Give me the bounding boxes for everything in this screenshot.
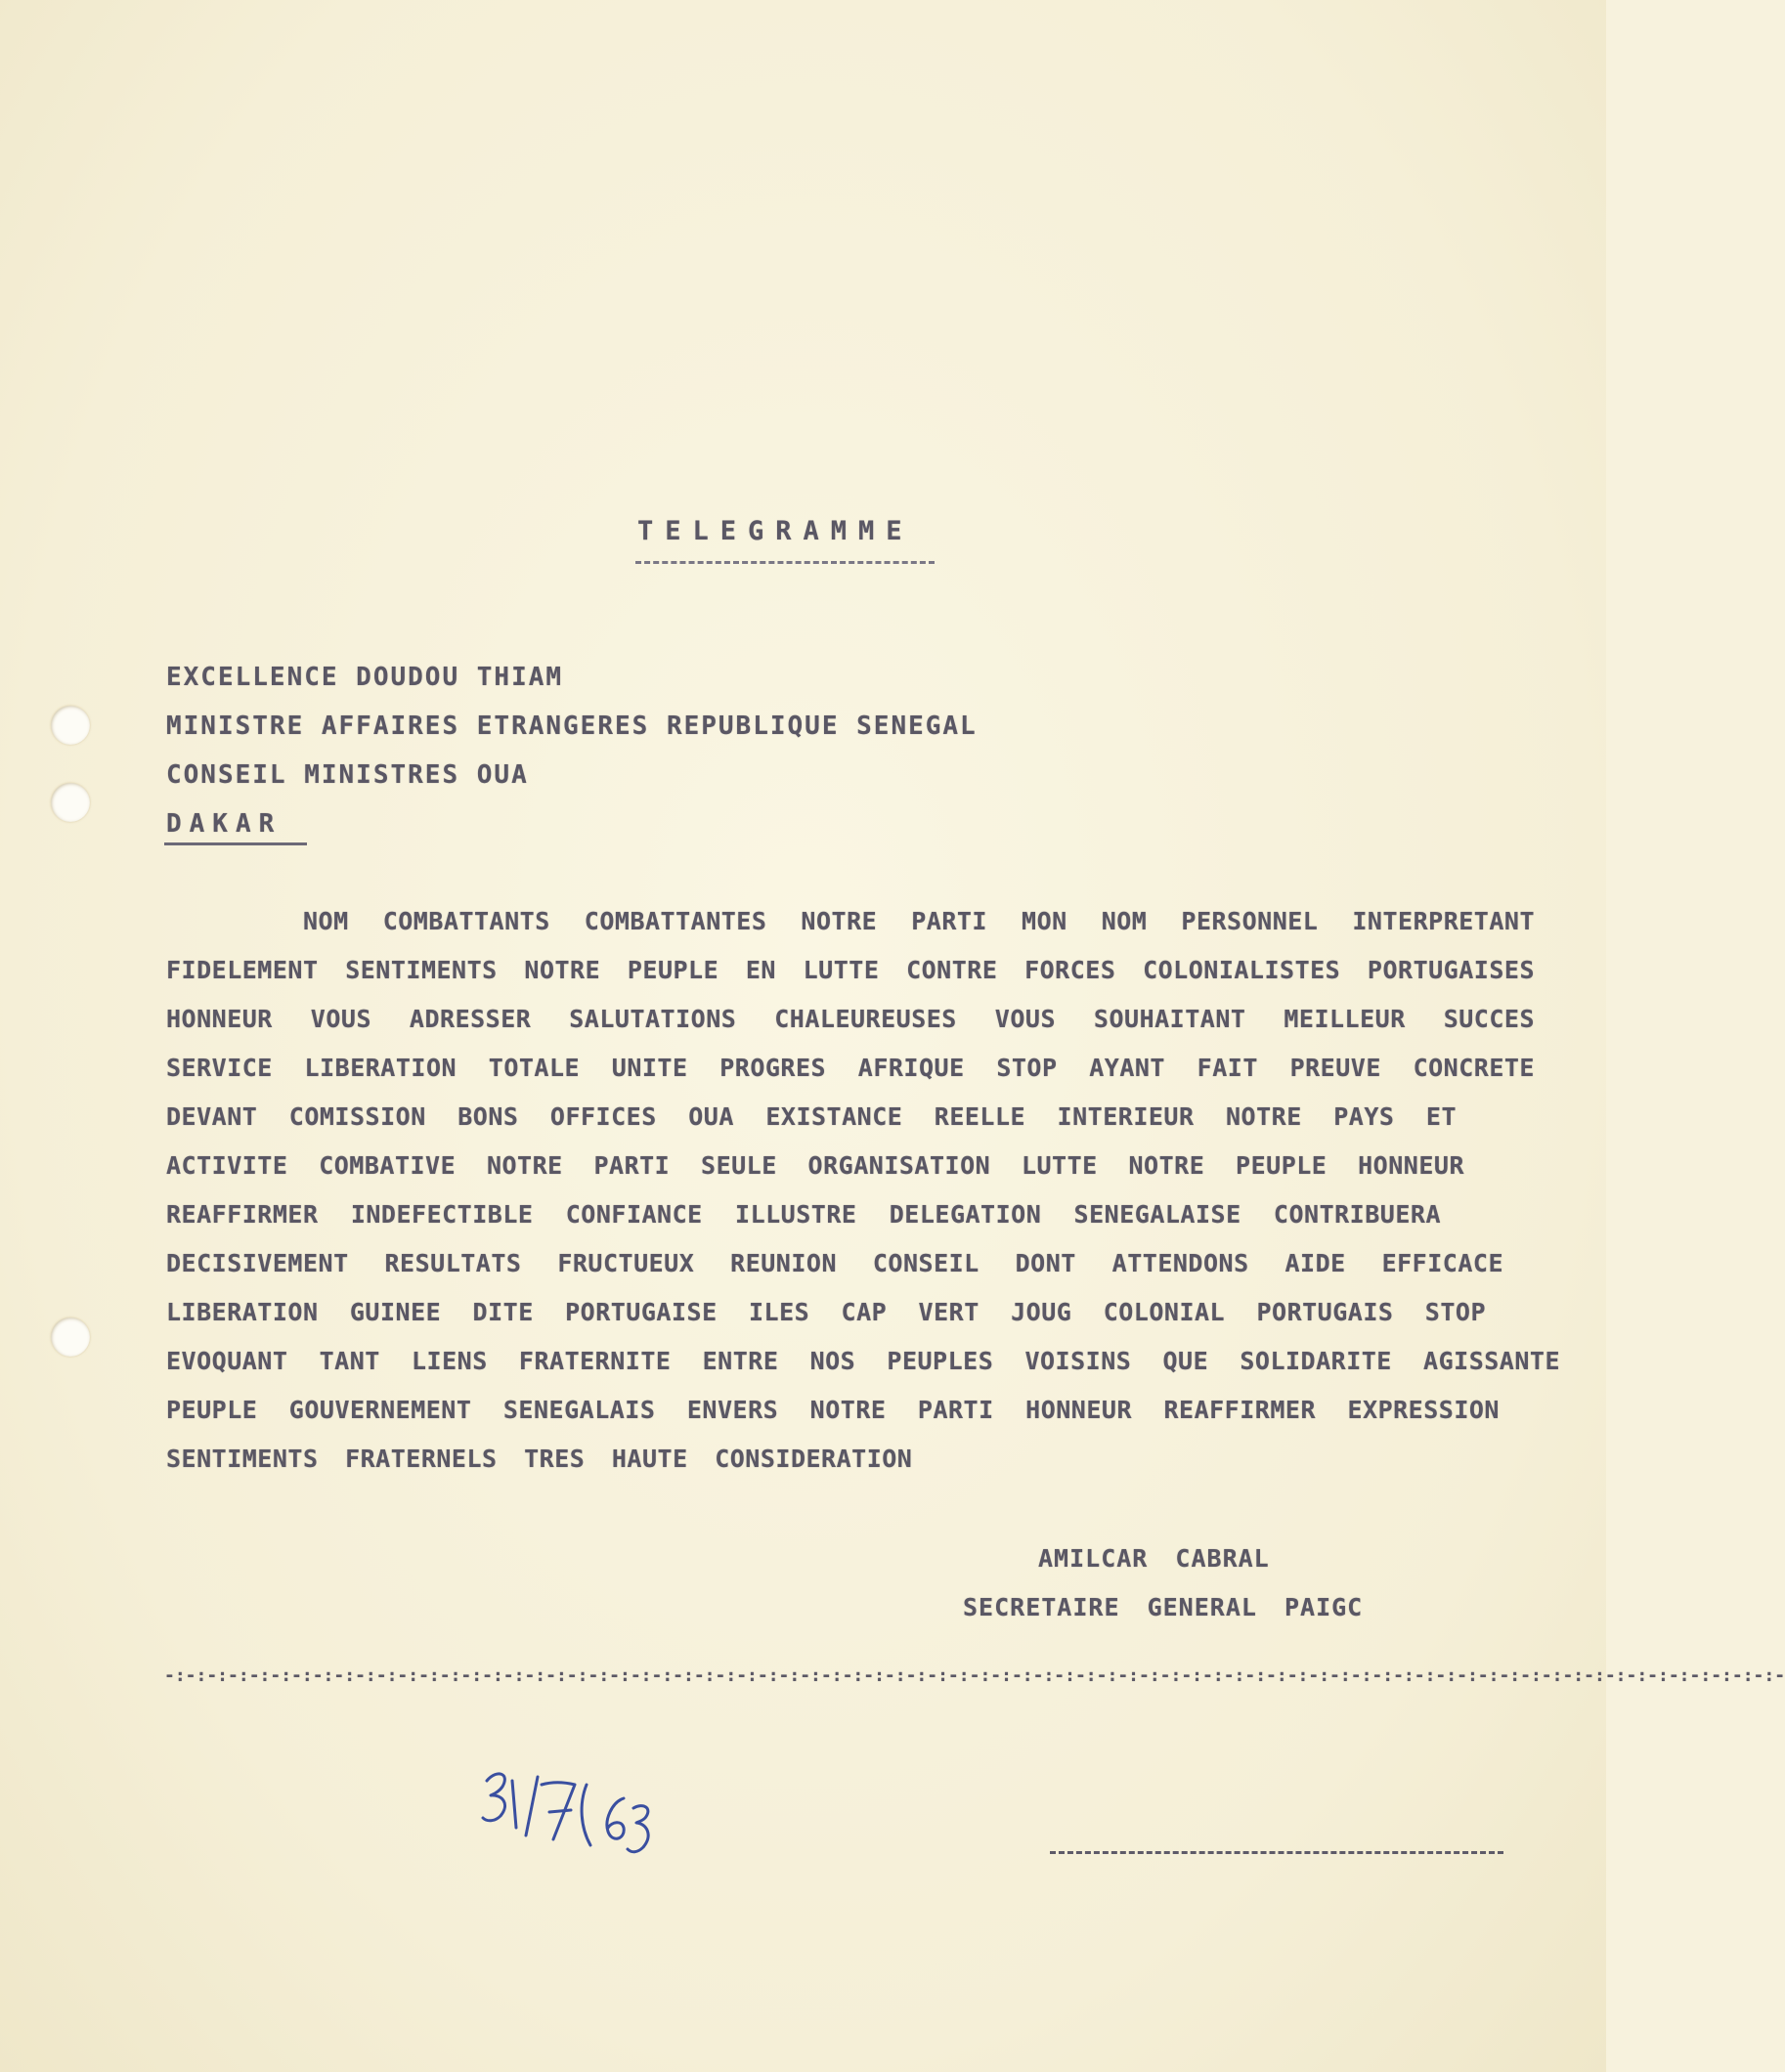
city-underline [164, 842, 307, 845]
body-line: DEVANT COMISSION BONS OFFICES OUA EXISTANCE REELLE INTERIEUR NOTRE PAYS ET [166, 1102, 1457, 1131]
address-city: DAKAR [166, 809, 283, 839]
body-line: PEUPLE GOUVERNEMENT SENEGALAIS ENVERS NOTRE PARTI HONNEUR REAFFIRMER EXPRESSION [166, 1396, 1500, 1424]
body-line: REAFFIRMER INDEFECTIBLE CONFIANCE ILLUSTRE DELEGATION SENEGALAISE CONTRIBUERA [166, 1200, 1441, 1229]
punch-hole-top [51, 706, 90, 745]
punch-hole-bottom [51, 1317, 90, 1357]
title-underline [635, 561, 935, 564]
body-line: LIBERATION GUINEE DITE PORTUGAISE ILES CAP VERT JOUG COLONIAL PORTUGAIS STOP [166, 1298, 1486, 1326]
separator-line: -:-:-:-:-:-:-:-:-:-:-:-:-:-:-:-:-:-:-:-:-:-:-:-:-:-:-:-:-:-:-:-:-:-:-:-:-:-:-:-:-:-:-:-:-:-:-:-:-:-:-:-:-:-:-:-:-:-:-:-:-:-:-:-:-:-:-:-:-:-:-:-:-:-:-:-:- [164, 1665, 1785, 1686]
signatory-title: SECRETAIRE GENERAL PAIGC [963, 1593, 1364, 1621]
address-line-council: CONSEIL MINISTRES OUA [166, 760, 529, 790]
body-line: FIDELEMENT SENTIMENTS NOTRE PEUPLE EN LUTTE CONTRE FORCES COLONIALISTES PORTUGAISES [166, 956, 1535, 984]
address-line-ministry: MINISTRE AFFAIRES ETRANGERES REPUBLIQUE SENEGAL [166, 712, 978, 741]
signature-line [1050, 1851, 1503, 1854]
signatory-name: AMILCAR CABRAL [1038, 1544, 1270, 1573]
body-line: HONNEUR VOUS ADRESSER SALUTATIONS CHALEUREUSES VOUS SOUHAITANT MEILLEUR SUCCES [166, 1005, 1535, 1033]
punch-hole-middle [51, 783, 90, 822]
handwritten-date [477, 1759, 673, 1867]
address-line-recipient: EXCELLENCE DOUDOU THIAM [166, 663, 564, 692]
document-title: TELEGRAMME [637, 516, 914, 546]
body-line: SERVICE LIBERATION TOTALE UNITE PROGRES AFRIQUE STOP AYANT FAIT PREUVE CONCRETE [166, 1054, 1535, 1082]
body-line: EVOQUANT TANT LIENS FRATERNITE ENTRE NOS PEUPLES VOISINS QUE SOLIDARITE AGISSANTE [166, 1347, 1560, 1375]
body-line: NOM COMBATTANTS COMBATTANTES NOTRE PARTI MON NOM PERSONNEL INTERPRETANT [303, 907, 1535, 935]
body-line: ACTIVITE COMBATIVE NOTRE PARTI SEULE ORGANISATION LUTTE NOTRE PEUPLE HONNEUR [166, 1151, 1464, 1180]
body-line: DECISIVEMENT RESULTATS FRUCTUEUX REUNION CONSEIL DONT ATTENDONS AIDE EFFICACE [166, 1249, 1503, 1277]
body-line: SENTIMENTS FRATERNELS TRES HAUTE CONSIDERATION [166, 1445, 913, 1473]
